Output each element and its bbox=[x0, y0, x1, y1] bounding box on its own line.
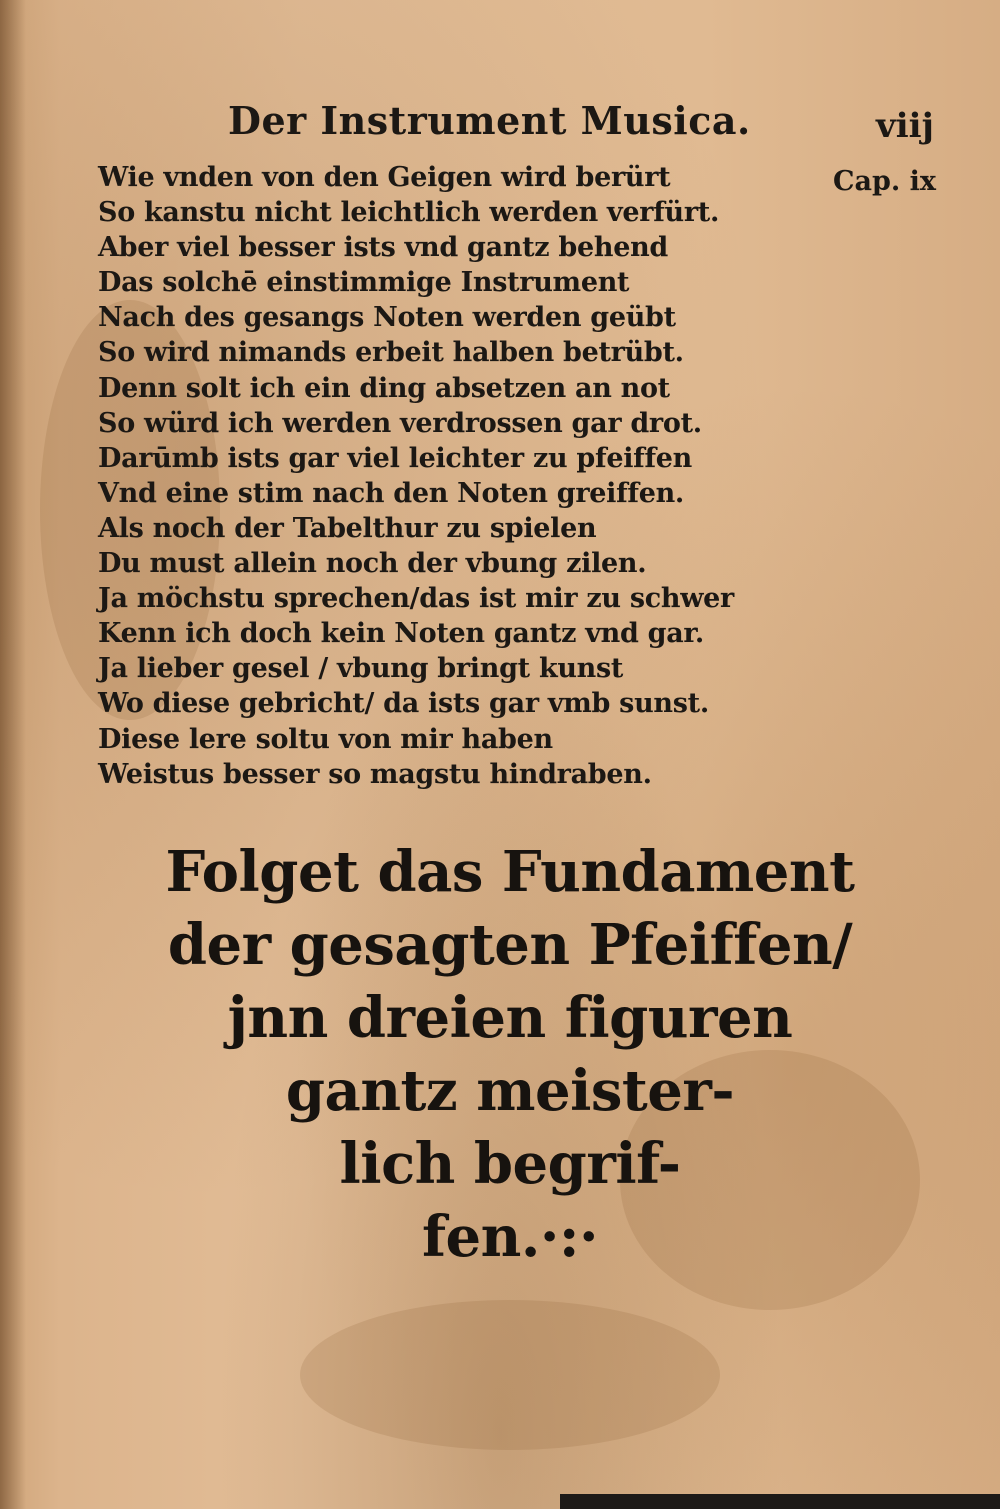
scan-edge bbox=[560, 1494, 1000, 1509]
heading-line: fen.·:· bbox=[421, 1204, 599, 1270]
verse-line: Kenn ich doch kein Noten gantz vnd gar. bbox=[98, 618, 704, 650]
heading-line: gantz meister- bbox=[285, 1058, 735, 1124]
verse-line: Aber viel besser ists vnd gantz behend bbox=[98, 232, 668, 264]
section-heading bbox=[120, 836, 900, 1274]
verse-line: So wird nimands erbeit halben betrübt. bbox=[98, 337, 684, 369]
verse-line: Denn solt ich ein ding absetzen an not bbox=[98, 372, 670, 404]
folio-number: viij bbox=[876, 106, 934, 146]
verse-line: Nach des gesangs Noten werden geübt bbox=[98, 302, 676, 334]
running-head: Der Instrument Musica. bbox=[228, 98, 751, 143]
verse-line: Ja lieber gesel / vbung bringt kunst bbox=[98, 653, 624, 685]
paper-stain bbox=[300, 1300, 720, 1450]
verse-line: Weistus besser so magstu hindraben. bbox=[98, 758, 652, 790]
heading-line: der gesagten Pfeiffen/ bbox=[167, 912, 853, 978]
verse-line: Ja möchstu sprechen/das ist mir zu schwer bbox=[98, 583, 734, 615]
verse-line: Vnd eine stim nach den Noten greiffen. bbox=[98, 477, 685, 509]
verse-line: Du must allein noch der vbung zilen. bbox=[98, 548, 647, 580]
verse-line: Als noch der Tabelthur zu spielen bbox=[98, 512, 597, 544]
verse-line: Wo diese gebricht/ da ists gar vmb sunst. bbox=[98, 688, 709, 720]
heading-line: lich begrif- bbox=[339, 1131, 681, 1197]
heading-line: jnn dreien figuren bbox=[227, 985, 793, 1051]
verse-line: Diese lere soltu von mir haben bbox=[98, 723, 553, 755]
heading-line: Folget das Fundament bbox=[165, 839, 855, 905]
verse-line: So kanstu nicht leichtlich werden verfürt. bbox=[98, 197, 720, 229]
chapter-label: Cap. ix bbox=[833, 166, 937, 197]
verse-line: Das solchē einstimmige Instrument bbox=[98, 267, 630, 299]
verse-line: So würd ich werden verdrossen gar drot. bbox=[98, 407, 702, 439]
gutter-shadow bbox=[0, 0, 26, 1509]
verse-line: Darūmb ists gar viel leichter zu pfeiffen bbox=[98, 442, 692, 474]
verse-block bbox=[98, 160, 818, 792]
verse-line: Wie vnden von den Geigen wird berürt bbox=[98, 162, 671, 193]
